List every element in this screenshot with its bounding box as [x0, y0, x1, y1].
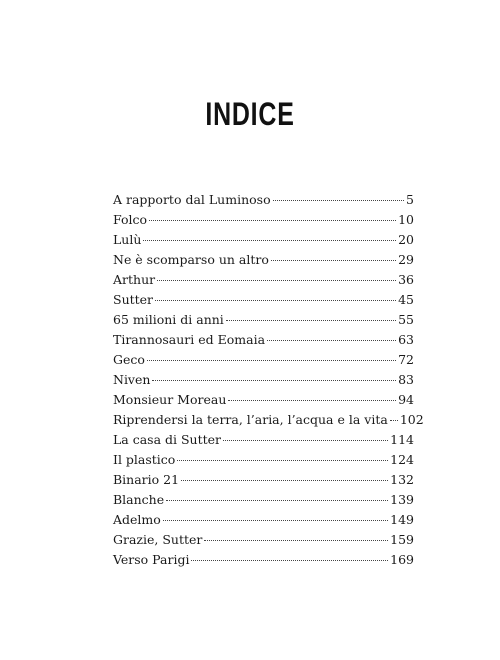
toc-entry-page-number: 124: [390, 452, 414, 467]
dot-leader: [155, 300, 396, 301]
toc-entry-title: Il plastico: [113, 452, 176, 467]
toc-entry-page-number: 20: [398, 232, 414, 247]
toc-entry-page-number: 169: [390, 552, 414, 567]
dot-leader: [147, 360, 396, 361]
dot-leader: [181, 480, 388, 481]
toc-entry-page-number: 159: [390, 532, 414, 547]
toc-entry: [113, 330, 414, 350]
toc-entry-page-number: 102: [399, 412, 424, 427]
dot-leader: [152, 380, 396, 381]
toc-entry-title: La casa di Sutter: [113, 432, 222, 447]
toc-entry-page-number: 5: [406, 192, 414, 207]
toc-entry-title: A rapporto dal Luminoso: [113, 192, 271, 207]
toc-entry: [113, 370, 414, 390]
dot-leader: [390, 420, 398, 421]
toc-entry-title: Verso Parigi: [113, 552, 190, 567]
toc-entry-title: Ne è scomparso un altro: [113, 252, 269, 267]
toc-entry-page-number: 45: [398, 292, 414, 307]
toc-entry-page-number: 63: [398, 332, 414, 347]
toc-entry-title: Adelmo: [113, 512, 161, 527]
dot-leader: [267, 340, 396, 341]
page-title: INDICE: [205, 96, 295, 132]
toc-entry-page-number: 72: [398, 352, 414, 367]
dot-leader: [271, 260, 396, 261]
dot-leader: [166, 500, 388, 501]
toc-entry-title: Riprendersi la terra, l’aria, l’acqua e la vita: [113, 412, 388, 427]
toc-entry-page-number: 149: [390, 512, 414, 527]
toc-entry-page-number: 55: [398, 312, 414, 327]
toc-entry: [113, 190, 414, 210]
toc-entry: [113, 490, 414, 510]
toc-entry: [113, 450, 414, 470]
dot-leader: [191, 560, 388, 561]
toc-entry: [113, 230, 414, 250]
toc-entry: [113, 470, 414, 490]
toc-entry-title: Lulù: [113, 232, 142, 247]
toc-entry: [113, 550, 414, 570]
toc-entry: [113, 530, 414, 550]
toc-entry: [113, 210, 414, 230]
toc-entry-title: Blanche: [113, 492, 165, 507]
toc-entry-title: Niven: [113, 372, 151, 387]
toc-entry-title: Tirannosauri ed Eomaia: [113, 332, 266, 347]
toc-entry-page-number: 114: [390, 432, 414, 447]
dot-leader: [149, 220, 396, 221]
toc-entry-page-number: 94: [398, 392, 414, 407]
toc-entry: [113, 270, 414, 290]
toc-entry: [113, 250, 414, 270]
dot-leader: [204, 540, 388, 541]
toc-entry-page-number: 36: [398, 272, 414, 287]
toc-entry: [113, 410, 424, 430]
toc-entry-title: Grazie, Sutter: [113, 532, 203, 547]
toc-entry-page-number: 83: [398, 372, 414, 387]
dot-leader: [223, 440, 388, 441]
toc-entry: [113, 310, 414, 330]
dot-leader: [143, 240, 396, 241]
toc-entry-page-number: 139: [390, 492, 414, 507]
toc-entry-page-number: 132: [390, 472, 414, 487]
toc-entry: [113, 350, 414, 370]
toc-entry-title: Folco: [113, 212, 148, 227]
table-of-contents: [113, 190, 424, 570]
toc-entry: [113, 290, 414, 310]
dot-leader: [163, 520, 388, 521]
toc-entry-title: Binario 21: [113, 472, 180, 487]
toc-entry-title: Arthur: [113, 272, 156, 287]
dot-leader: [226, 320, 396, 321]
toc-entry: [113, 510, 414, 530]
dot-leader: [228, 400, 396, 401]
toc-entry-page-number: 10: [398, 212, 414, 227]
toc-entry-title: Monsieur Moreau: [113, 392, 227, 407]
toc-entry: [113, 390, 414, 410]
dot-leader: [157, 280, 396, 281]
toc-entry-page-number: 29: [398, 252, 414, 267]
toc-entry-title: Geco: [113, 352, 145, 367]
toc-entry: [113, 430, 414, 450]
toc-entry-title: 65 milioni di anni: [113, 312, 224, 327]
dot-leader: [273, 200, 404, 201]
dot-leader: [177, 460, 388, 461]
toc-entry-title: Sutter: [113, 292, 154, 307]
